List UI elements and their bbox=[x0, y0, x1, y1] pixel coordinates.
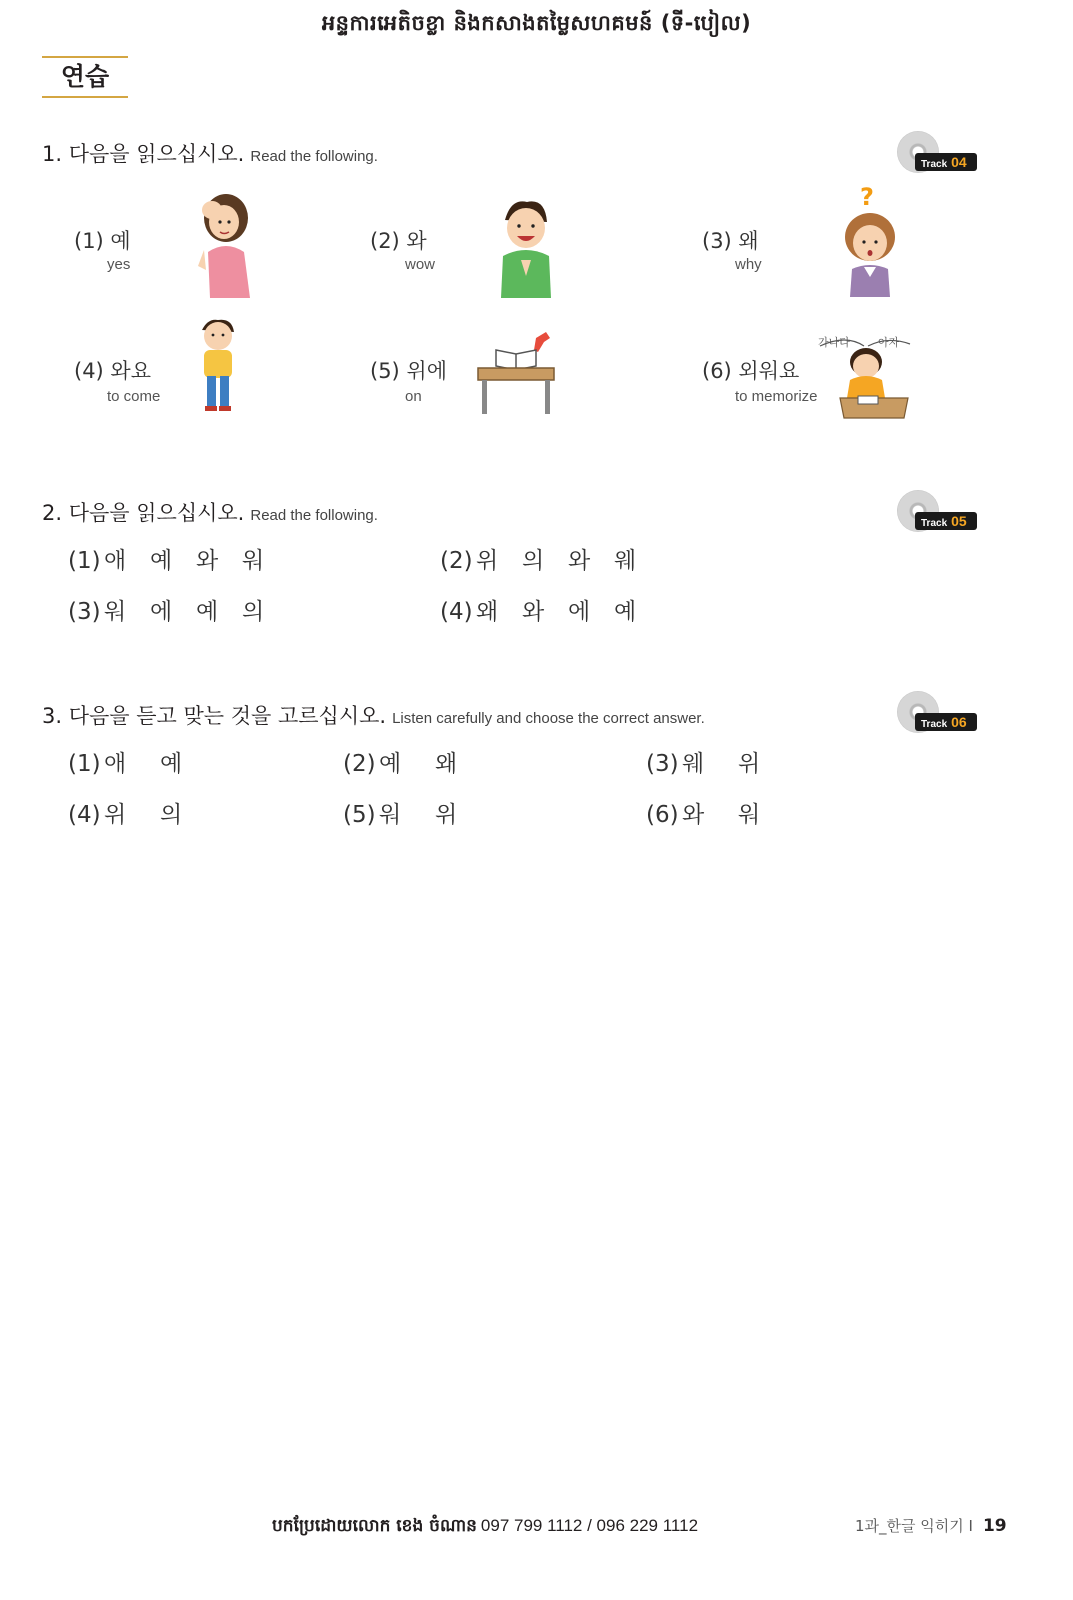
section-2-title-en: Read the following. bbox=[250, 507, 378, 524]
section-3-title bbox=[42, 700, 705, 730]
page-number: 19 bbox=[982, 1516, 1007, 1536]
listening-option-1[interactable]: (1) 애 예 bbox=[68, 751, 183, 777]
listening-option-2[interactable]: (2) 예 왜 bbox=[343, 751, 458, 777]
track-06-button[interactable] bbox=[897, 691, 979, 737]
vocab-5-english: on bbox=[405, 388, 422, 405]
section-1-title-en: Read the following. bbox=[250, 148, 378, 165]
svg-text:아자: 아자 bbox=[878, 336, 900, 349]
book-on-desk-icon bbox=[476, 332, 558, 416]
svg-text:가나다: 가나다 bbox=[818, 336, 850, 349]
translator-name: បកប្រែដោយលោក ខេង ចំណាន bbox=[272, 1516, 477, 1536]
section-3-title-kr: 3. 다음을 듣고 맞는 것을 고르십시오. bbox=[42, 704, 387, 728]
footer-chapter bbox=[855, 1515, 1007, 1536]
section-2-title-kr: 2. 다음을 읽으십시오. bbox=[42, 501, 245, 525]
woman-waving-icon bbox=[196, 192, 258, 298]
boy-walking-icon bbox=[196, 318, 240, 414]
vocab-4-korean: (4) 와요 bbox=[74, 359, 151, 383]
child-studying-icon bbox=[816, 332, 912, 420]
reading-row-1: (1) 애 예 와 워 bbox=[68, 548, 265, 574]
reading-row-3: (3) 워 에 예 의 bbox=[68, 599, 265, 625]
page-header-title: អន្ទការអេតិចខ្លា និងកសាងតម្លៃសហគមន៍ (ទី-បៀល) bbox=[321, 11, 752, 35]
listening-option-6[interactable]: (6) 와 워 bbox=[646, 802, 761, 828]
track-06-label: Track 06 bbox=[915, 713, 977, 731]
listening-option-4[interactable]: (4) 위 의 bbox=[68, 802, 183, 828]
section-1-title-kr: 1. 다음을 읽으십시오. bbox=[42, 142, 245, 166]
vocab-1-korean: (1) 예 bbox=[74, 229, 131, 253]
girl-question-icon bbox=[840, 185, 902, 297]
section-1-title bbox=[42, 138, 378, 168]
vocab-2-english: wow bbox=[405, 256, 436, 273]
practice-heading-label: 연습 bbox=[60, 62, 110, 91]
reading-row-4: (4) 왜 와 에 예 bbox=[440, 599, 637, 625]
track-04-button[interactable] bbox=[897, 131, 979, 177]
practice-heading bbox=[42, 56, 128, 98]
vocab-3-korean: (3) 왜 bbox=[702, 229, 759, 253]
translator-phone: 097 799 1112 / 096 229 1112 bbox=[480, 1516, 699, 1535]
track-05-button[interactable] bbox=[897, 490, 979, 536]
footer-translator bbox=[272, 1515, 698, 1540]
vocab-6-korean: (6) 외워요 bbox=[702, 359, 800, 383]
boy-clapping-icon bbox=[497, 198, 555, 298]
section-2-title bbox=[42, 497, 378, 527]
vocab-4-english: to come bbox=[107, 388, 161, 405]
vocab-6-english: to memorize bbox=[735, 388, 818, 405]
track-04-label: Track 04 bbox=[915, 153, 977, 171]
track-05-label: Track 05 bbox=[915, 512, 977, 530]
listening-option-5[interactable]: (5) 워 위 bbox=[343, 802, 458, 828]
listening-option-3[interactable]: (3) 웨 위 bbox=[646, 751, 761, 777]
section-3-title-en: Listen carefully and choose the correct answer. bbox=[392, 710, 705, 727]
svg-text:?: ? bbox=[860, 185, 874, 211]
vocab-3-english: why bbox=[735, 256, 762, 273]
vocab-5-korean: (5) 위에 bbox=[370, 359, 447, 383]
chapter-label: 1과_한글 익히기 I bbox=[855, 1517, 973, 1535]
vocab-1-english: yes bbox=[107, 256, 131, 273]
vocab-2-korean: (2) 와 bbox=[370, 229, 427, 253]
reading-row-2: (2) 위 의 와 웨 bbox=[440, 548, 637, 574]
